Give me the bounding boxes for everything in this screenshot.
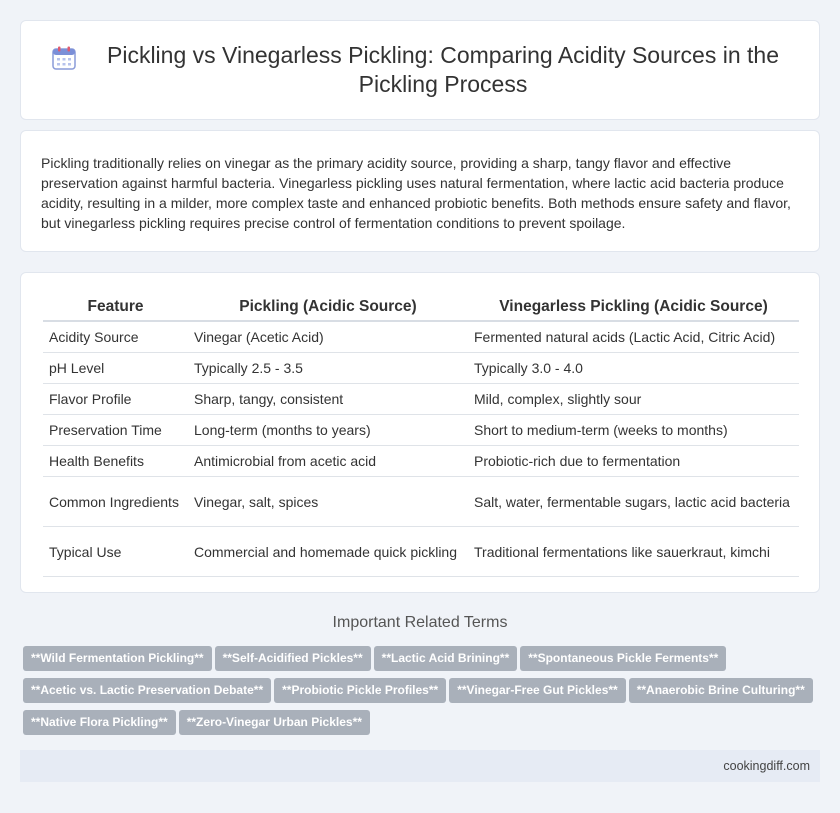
table-row bbox=[43, 384, 799, 415]
cell-vinegarless: Short to medium-term (weeks to months) bbox=[468, 415, 799, 446]
tag-lactic-acid-brining[interactable]: **Lactic Acid Brining** bbox=[374, 646, 518, 671]
header-pickling: Pickling (Acidic Source) bbox=[188, 291, 468, 322]
table-row bbox=[43, 477, 799, 527]
header-vinegarless: Vinegarless Pickling (Acidic Source) bbox=[468, 291, 799, 322]
cell-pickling: Vinegar, salt, spices bbox=[188, 477, 468, 527]
tag-self-acidified-pickles[interactable]: **Self-Acidified Pickles** bbox=[215, 646, 371, 671]
related-terms-title: Important Related Terms bbox=[332, 614, 508, 631]
intro-card bbox=[20, 130, 820, 252]
table-row bbox=[43, 415, 799, 446]
cell-vinegarless: Traditional fermentations like sauerkraut, kimchi bbox=[468, 527, 799, 577]
cell-feature: Typical Use bbox=[43, 527, 188, 577]
cell-feature: Preservation Time bbox=[43, 415, 188, 446]
table-row bbox=[43, 527, 799, 577]
tag-vinegar-free-gut-pickles[interactable]: **Vinegar-Free Gut Pickles** bbox=[449, 678, 626, 703]
cell-vinegarless: Fermented natural acids (Lactic Acid, Citric Acid) bbox=[468, 322, 799, 353]
table-row bbox=[43, 446, 799, 477]
cell-pickling: Antimicrobial from acetic acid bbox=[188, 446, 468, 477]
cell-vinegarless: Salt, water, fermentable sugars, lactic acid bacteria bbox=[468, 477, 799, 527]
comparison-card bbox=[20, 272, 820, 593]
cell-pickling: Vinegar (Acetic Acid) bbox=[188, 322, 468, 353]
cell-pickling: Sharp, tangy, consistent bbox=[188, 384, 468, 415]
page-title: Pickling vs Vinegarless Pickling: Comparing Acidity Sources in the Pickling Process bbox=[107, 42, 779, 97]
calendar-icon bbox=[51, 45, 77, 71]
tag-zero-vinegar-urban-pickles[interactable]: **Zero-Vinegar Urban Pickles** bbox=[179, 710, 370, 735]
cell-vinegarless: Probiotic-rich due to fermentation bbox=[468, 446, 799, 477]
cell-feature: Acidity Source bbox=[43, 322, 188, 353]
cell-pickling: Long-term (months to years) bbox=[188, 415, 468, 446]
footer-site-link[interactable]: cookingdiff.com bbox=[723, 759, 810, 773]
related-tags bbox=[23, 646, 823, 742]
title-wrap bbox=[51, 41, 789, 99]
header-feature: Feature bbox=[43, 291, 188, 322]
footer bbox=[20, 750, 820, 782]
cell-vinegarless: Typically 3.0 - 4.0 bbox=[468, 353, 799, 384]
comparison-table bbox=[43, 291, 799, 577]
cell-feature: Flavor Profile bbox=[43, 384, 188, 415]
table-header-row bbox=[43, 291, 799, 322]
cell-pickling: Commercial and homemade quick pickling bbox=[188, 527, 468, 577]
tag-spontaneous-pickle-ferments[interactable]: **Spontaneous Pickle Ferments** bbox=[520, 646, 726, 671]
cell-pickling: Typically 2.5 - 3.5 bbox=[188, 353, 468, 384]
cell-feature: Health Benefits bbox=[43, 446, 188, 477]
tag-probiotic-pickle-profiles[interactable]: **Probiotic Pickle Profiles** bbox=[274, 678, 446, 703]
tag-native-flora-pickling[interactable]: **Native Flora Pickling** bbox=[23, 710, 176, 735]
table-row bbox=[43, 353, 799, 384]
cell-feature: Common Ingredients bbox=[43, 477, 188, 527]
table-row bbox=[43, 322, 799, 353]
cell-feature: pH Level bbox=[43, 353, 188, 384]
tag-wild-fermentation-pickling[interactable]: **Wild Fermentation Pickling** bbox=[23, 646, 212, 671]
tag-acetic-vs-lactic-debate[interactable]: **Acetic vs. Lactic Preservation Debate** bbox=[23, 678, 271, 703]
tag-anaerobic-brine-culturing[interactable]: **Anaerobic Brine Culturing** bbox=[629, 678, 813, 703]
intro-paragraph: Pickling traditionally relies on vinegar as the primary acidity source, providing a sharp, tangy flavor and effective preservation against harmful bacteria. Vinegarless pickling uses natural fermentation, where lactic acid bacteria produce acidity, resulting in a milder, more complex taste and enhanced probiotic benefits. Both methods ensure safety and flavor, but vinegarless pickling requires precise control of fermentation conditions to prevent spoilage. bbox=[41, 155, 791, 231]
cell-vinegarless: Mild, complex, slightly sour bbox=[468, 384, 799, 415]
title-card bbox=[20, 20, 820, 120]
